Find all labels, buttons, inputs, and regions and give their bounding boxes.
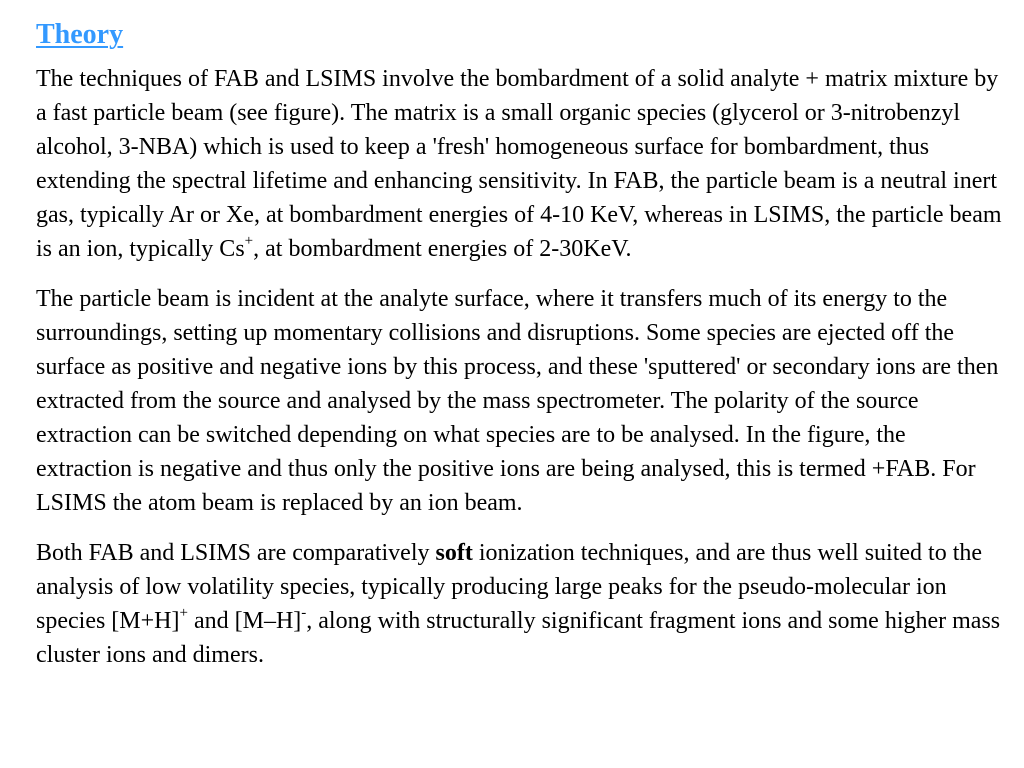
paragraph-text: The techniques of FAB and LSIMS involve the bombardment of a solid analyte + matrix mixture by a fast particle beam (see figure). The matrix is a small organic species (glycerol or 3-nitrobenzyl alcohol, 3-NBA) which is used to keep a 'fresh' homogeneous surface for bombardment, thus extending the spectral lifetime and enhancing sensitivity. In FAB, the particle beam is a neutral inert gas, typically Ar or Xe, at bombardment energies of 4-10 KeV, whereas in LSIMS, the particle beam is an ion, typically Cs [36,66,1002,262]
superscript-minus: - [301,605,307,621]
paragraph-particle-beam: The particle beam is incident at the analyte surface, where it transfers much of its energy to the surroundings, setting up momentary collisions and disruptions. Some species are ejected off the surface as positive and negative ions by this process, and these 'sputtered' or secondary ions are then extracted from the source and analysed by the mass spectrometer. The polarity of the source extraction can be switched depending on what species are to be analysed. In the figure, the extraction is negative and thus only the positive ions are being analysed, this is termed +FAB. For LSIMS the atom beam is replaced by an ion beam. [36,286,999,516]
section-heading-link[interactable]: Theory [36,19,124,50]
paragraph-text: and [M–H] [187,608,302,634]
paragraph-fab-lsims-overview [36,62,1004,266]
paragraph-text: , at bombardment energies of 2-30KeV. [253,236,632,262]
paragraph-soft-ionization [36,536,1004,672]
superscript-plus: + [244,233,254,249]
paragraph-text: Both FAB and LSIMS are comparatively [36,540,436,566]
superscript-plus: + [179,605,188,621]
bold-term-soft: soft [435,540,473,566]
paragraph-text: , along with structurally significant fragment ions and some higher mass cluster ions and dimers. [36,608,1001,668]
paragraph-text: ionization techniques, and are thus well suited to the analysis of low volatility species, typically producing large peaks for the pseudo-molecular ion species [M+H] [36,540,983,634]
